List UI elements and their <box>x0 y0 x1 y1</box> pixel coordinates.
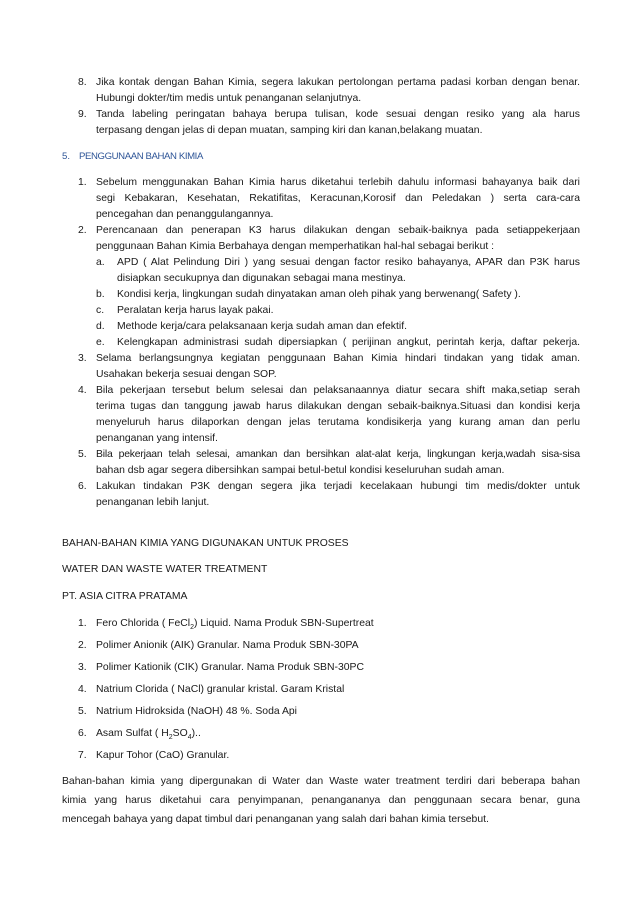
list-number: 2. <box>78 225 87 236</box>
list-item-text: segi Kebakaran, Kesehatan, Rekatifitas, Keracunan,Korosif dan Peledakan ) serta cara-cara <box>96 193 580 204</box>
sublist-letter: a. <box>96 257 105 268</box>
list-item-text: bahan dsb agar segera dibersihkan sampai betul-betul kondisi keseluruhan sudah aman. <box>96 465 505 476</box>
list-number: 1. <box>78 177 87 188</box>
list-item-text: Jika kontak dengan Bahan Kimia, segera lakukan pertolongan pertama padasi korban dengan benar. <box>96 77 580 88</box>
chem-item: Kapur Tohor (CaO) Granular. <box>96 750 230 761</box>
list-number: 8. <box>78 77 87 88</box>
list-item-text: Hubungi dokter/tim medis untuk penanganan selanjutnya. <box>96 93 362 104</box>
list-item-text: pencegahan dan penanggulangannya. <box>96 209 274 220</box>
list-item-text: menyeluruh harus dilaporkan dengan jelas terutama kondisikerja yang kurang aman dan perlu <box>96 417 580 428</box>
heading-line: BAHAN-BAHAN KIMIA YANG DIGUNAKAN UNTUK PROSES <box>62 538 349 549</box>
sublist-letter: d. <box>96 321 105 332</box>
list-item-text: Perencanaan dan penerapan K3 harus dilakukan dengan sebaik-baiknya pada setiappekerjaan <box>96 225 580 236</box>
chem-number: 4. <box>78 684 87 695</box>
chem-item: Fero Chlorida ( FeCl$_2$) Liquid. Nama Produk SBN-Supertreat <box>96 618 374 632</box>
list-item-text: Selama berlangsungnya kegiatan penggunaan Bahan Kimia hindari tindakan yang tidak aman. <box>96 353 580 364</box>
list-item-text: penggunaan Bahan Kimia Berbahaya dengan memperhatikan hal-hal sebagai berikut : <box>96 241 495 252</box>
closing-paragraph-line: Bahan-bahan kimia yang dipergunakan di Water dan Waste water treatment terdiri dari beberapa bahan <box>62 776 580 787</box>
list-item-text: terima tugas dan tanggung jawab harus dilakukan dengan sebaik-baiknya.Situasi dan kondisi kerja <box>96 401 580 412</box>
list-number: 6. <box>78 481 87 492</box>
chem-number: 2. <box>78 640 87 651</box>
list-item-text: penanganan yang intensif. <box>96 433 218 444</box>
heading-line: WATER DAN WASTE WATER TREATMENT <box>62 564 268 575</box>
sublist-item-text: Methode kerja/cara pelaksanaan kerja sudah aman dan efektif. <box>117 321 407 332</box>
chem-number: 7. <box>78 750 87 761</box>
sublist-item-text: APD ( Alat Pelindung Diri ) yang sesuai dengan factor resiko bahayanya, APAR dan P3K harus <box>117 257 580 268</box>
chem-item: Asam Sulfat ( $H_2SO_4$).. <box>96 728 201 742</box>
list-number: 3. <box>78 353 87 364</box>
list-item-text: Usahakan bekerja sesuai dengan SOP. <box>96 369 277 380</box>
list-item-text: Sebelum menggunakan Bahan Kimia harus diketahui terlebih dahulu informasi bahayanya baik dari <box>96 177 580 188</box>
list-item-text: Bila pekerjaan telah selesai, amankan dan bersihkan alat-alat kerja, lingkungan kerja,wadah sisa-sisa <box>96 449 580 460</box>
chem-number: 1. <box>78 618 87 629</box>
list-item-text: Tanda labeling peringatan bahaya berupa tulisan, kode sesuai dengan resiko yang ala harus <box>96 109 580 120</box>
sublist-item-text: Peralatan kerja harus layak pakai. <box>117 305 274 316</box>
chem-item: Natrium Clorida ( NaCl) granular kristal. Garam Kristal <box>96 684 345 695</box>
list-item-text: penanganan lebih lanjut. <box>96 497 210 508</box>
sublist-item-text: disiapkan secukupnya dan digunakan sebagai mana mestinya. <box>117 273 406 284</box>
section-number: 5. <box>62 151 71 162</box>
closing-paragraph-line: mencegah bahaya yang dapat timbul dari penanganan yang salah dari bahan kimia tersebut. <box>62 814 489 825</box>
chem-item: Polimer Anionik (AIK) Granular. Nama Produk SBN-30PA <box>96 640 359 651</box>
sublist-item-text: Kelengkapan administrasi sudah dipersiapkan ( perijinan angkut, perintah kerja, daftar pekerja. <box>117 337 580 348</box>
sublist-letter: c. <box>96 305 105 316</box>
chem-item: Natrium Hidroksida (NaOH) 48 %. Soda Api <box>96 706 297 717</box>
chem-number: 5. <box>78 706 87 717</box>
list-item-text: terpasang dengan jelas di depan muatan, samping kiri dan kanan,belakang muatan. <box>96 125 483 136</box>
list-number: 9. <box>78 109 87 120</box>
sublist-item-text: Kondisi kerja, lingkungan sudah dinyatakan aman oleh pihak yang berwenang( Safety ). <box>117 289 521 300</box>
closing-paragraph-line: kimia yang harus diketahui cara penyimpanan, penangananya dan penggunaan secara benar, guna <box>62 795 580 806</box>
chem-number: 6. <box>78 728 87 739</box>
chem-number: 3. <box>78 662 87 673</box>
sublist-letter: b. <box>96 289 105 300</box>
section-title: PENGGUNAAN BAHAN KIMIA <box>79 151 203 162</box>
list-number: 5. <box>78 449 87 460</box>
list-item-text: Lakukan tindakan P3K dengan segera jika terjadi kecelakaan hubungi tim medis/dokter untuk <box>96 481 580 492</box>
heading-line: PT. ASIA CITRA PRATAMA <box>62 591 188 602</box>
sublist-letter: e. <box>96 337 105 348</box>
list-number: 4. <box>78 385 87 396</box>
list-item-text: Bila pekerjaan tersebut belum selesai dan pelaksanaannya diatur secara shift maka,setiap serah <box>96 385 580 396</box>
chem-item: Polimer Kationik (CIK) Granular. Nama Produk SBN-30PC <box>96 662 364 673</box>
